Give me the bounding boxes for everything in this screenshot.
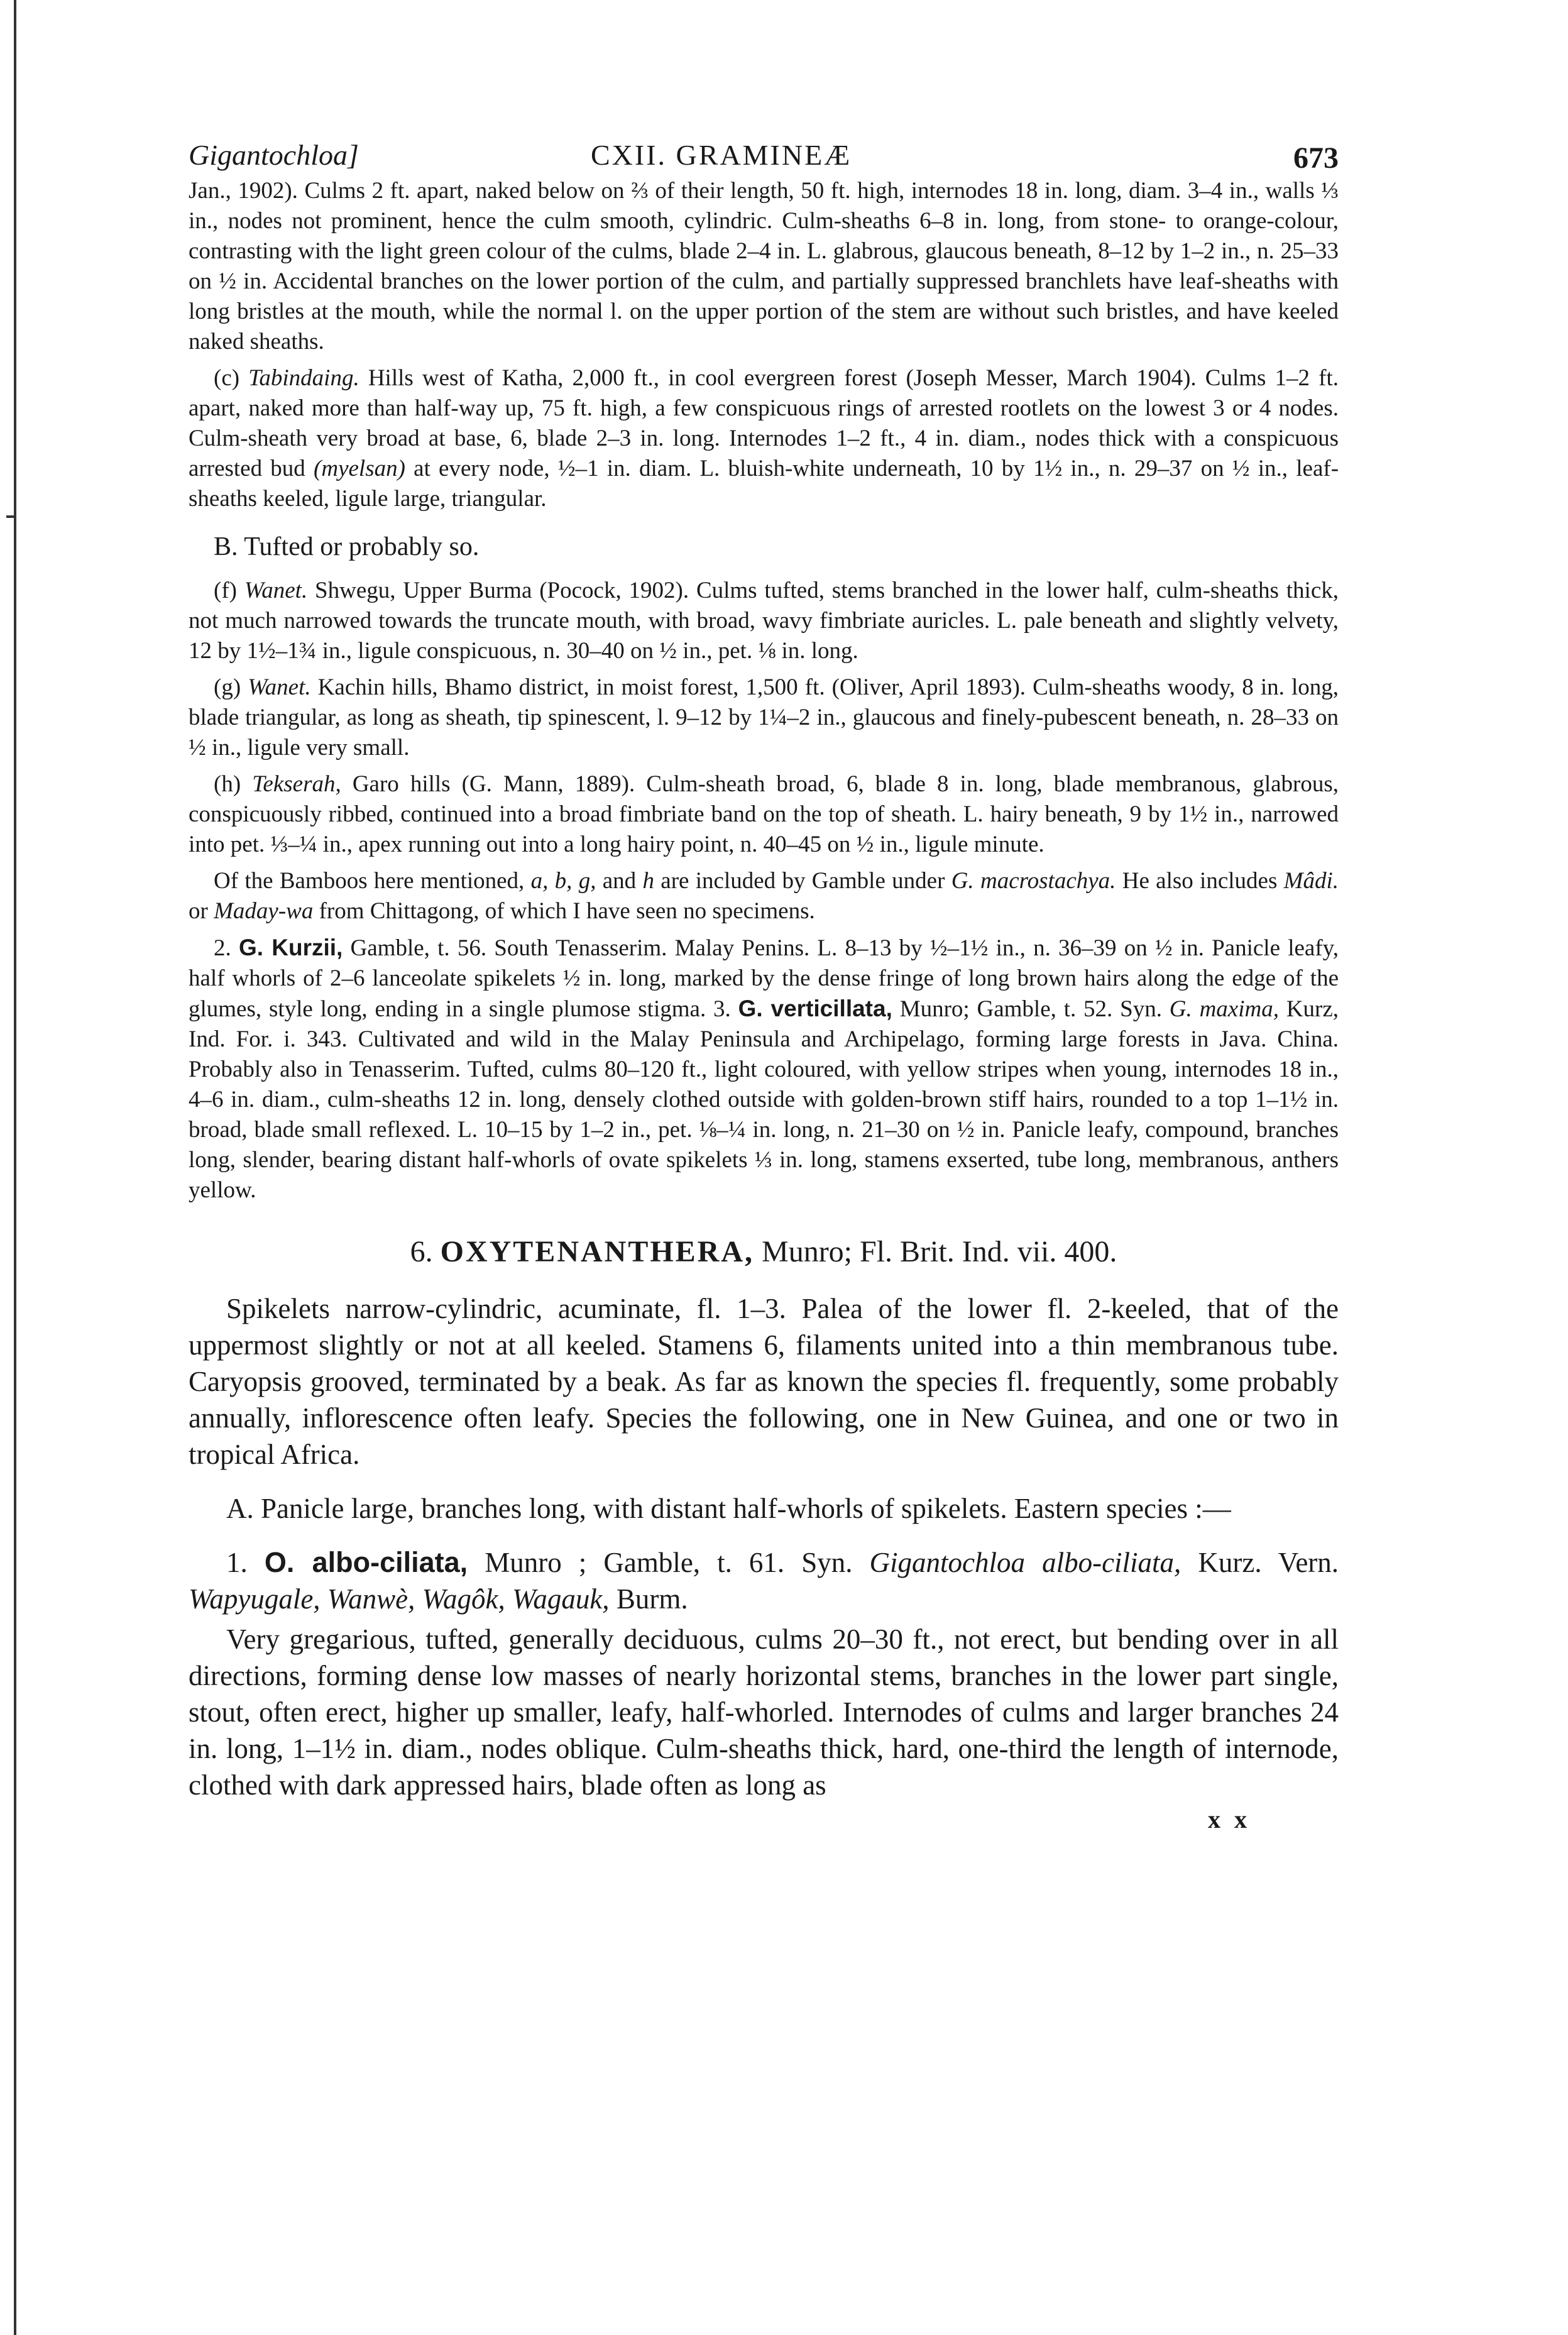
entry-vernacular: Tabindaing.: [248, 365, 359, 391]
genus-number: 6.: [410, 1235, 433, 1268]
page-body: [189, 126, 1339, 1834]
species-number: 1.: [226, 1547, 248, 1578]
note-text: are included by Gamble under: [661, 868, 945, 894]
genus-name: OXYTENANTHERA,: [440, 1235, 755, 1268]
section-b-heading: B. Tufted or probably so.: [214, 532, 480, 561]
genus-heading: [189, 1234, 1339, 1269]
entry-term: (myelsan): [314, 456, 405, 481]
genus-citation: Munro; Fl. Brit. Ind. vii. 400.: [762, 1235, 1117, 1268]
species-1-heading: [189, 1544, 1339, 1617]
species-kurzii: [189, 933, 1339, 1206]
entry-vernacular: Wanet.: [248, 674, 311, 700]
note-vernacular: Maday-wa: [214, 898, 314, 924]
entry-f: [189, 576, 1339, 666]
species-text: Gamble, t. 56. South Tenasserim. Malay Penins. L. 8–13 by ½–1½ in., n. 36–39 on ½ in. Panicle leafy, half whorls of 2–6 lanceolate spikelets ½ in. long, marked by the dense fringe of long brown hairs along the edge of the glumes, style long, ending in a single plumose stigma.: [189, 935, 1339, 1022]
key-a: A. Panicle large, branches long, with distant half-whorls of spikelets. Eastern species :—: [226, 1493, 1231, 1524]
entry-vernacular: Wanet.: [244, 578, 308, 603]
entry-c: [189, 363, 1339, 514]
species-text: Munro; Gamble, t. 52. Syn.: [899, 996, 1162, 1022]
paragraph-continuation: Jan., 1902). Culms 2 ft. apart, naked below on ⅔ of their length, 50 ft. high, internodes 18 in. long, diam. 3–4 in., walls ⅓ in., nodes not prominent, hence the culm smooth, cylindric. Culm-sheaths 6–8 in. long, from stone- to orange-colour, contrasting with the light green colour of the culms, blade 2–4 in. L. glabrous, glaucous beneath, 8–12 by 1–2 in., n. 25–33 on ½ in. Accidental branches on the lower portion of the culm, and partially suppressed branchlets have leaf-sheaths with long bristles at the mouth, while the normal l. on the upper portion of the stem are without such bristles, and have keeled naked sheaths.: [189, 178, 1339, 354]
running-head-family: CXII. GRAMINEÆ: [591, 139, 852, 171]
species-synonym: G. maxima,: [1169, 996, 1279, 1022]
bamboos-note: [189, 866, 1339, 926]
note-text: and: [602, 868, 637, 894]
species-vernacular: Wapyugale, Wanwè, Wagôk, Wagauk,: [189, 1583, 610, 1615]
entry-text: Garo hills (G. Mann, 1889). Culm-sheath broad, 6, blade 8 in. long, blade membranous, glabrous, conspicuously ribbed, continued into a broad fimbriate band on the top of sheath. L. hairy beneath, 9 by 1½ in., narrowed into pet. ⅓–¼ in., apex running out into a long hairy point, n. 40–45 on ½ in., ligule minute.: [189, 771, 1339, 857]
species-synonym: Gigantochloa albo-ciliata,: [869, 1547, 1181, 1578]
note-species: G. macrostachya.: [951, 868, 1116, 894]
entry-text: at every node, ½–1 in. diam. L. bluish-white underneath, 10 by 1½ in., n. 29–37 on ½ in., leaf-sheaths keeled, ligule large, triangular.: [189, 456, 1339, 512]
entry-vernacular: Tekserah,: [252, 771, 341, 797]
entry-label: (h): [214, 771, 241, 797]
running-head-genus: Gigantochloa]: [189, 139, 359, 171]
note-text: from Chittagong, of which I have seen no specimens.: [319, 898, 815, 924]
species-name: O. albo-ciliata,: [264, 1546, 468, 1578]
gigantochloa-notes: [189, 176, 1339, 1206]
left-margin-rule: [14, 0, 16, 2335]
species-text: Burm.: [616, 1583, 688, 1615]
species-number: 3.: [713, 996, 731, 1022]
species-name: G. verticillata,: [738, 996, 892, 1021]
entry-h: [189, 769, 1339, 860]
species-1-description: Very gregarious, tufted, generally deciduous, culms 20–30 ft., not erect, but bending over in all directions, forming dense low masses of nearly horizontal stems, branches in the lower part single, stout, often erect, higher up smaller, leafy, half-whorled. Internodes of culms and larger branches 24 in. long, 1–1½ in. diam., nodes oblique. Culm-sheaths thick, hard, one-third the length of internode, clothed with dark appressed hairs, blade often as long as: [189, 1624, 1339, 1801]
note-text: Of the Bamboos here mentioned,: [214, 868, 525, 894]
note-text: or: [189, 898, 208, 924]
page-number: 673: [1293, 141, 1339, 175]
running-head: [189, 126, 1339, 176]
note-letters: a, b, g,: [530, 868, 596, 894]
note-letters: h: [642, 868, 654, 894]
species-text: Kurz. Vern.: [1198, 1547, 1339, 1578]
species-text: Munro ; Gamble, t. 61. Syn.: [485, 1547, 853, 1578]
note-text: He also includes: [1122, 868, 1278, 894]
species-number: 2.: [214, 935, 231, 961]
entry-label: (f): [214, 578, 237, 603]
entry-text: Kachin hills, Bhamo district, in moist forest, 1,500 ft. (Oliver, April 1893). Culm-sheaths woody, 8 in. long, blade triangular, as long as sheath, tip spinescent, l. 9–12 by 1¼–2 in., glaucous and finely-pubescent beneath, n. 28–33 on ½ in., ligule very small.: [189, 674, 1339, 761]
note-vernacular: Mâdi.: [1283, 868, 1339, 894]
signature-mark: x x: [1208, 1805, 1251, 1833]
species-text: Kurz, Ind. For. i. 343. Cultivated and wild in the Malay Peninsula and Archipelago, forming large forests in Java. China. Probably also in Tenasserim. Tufted, culms 80–120 ft., light coloured, with yellow stripes when young, internodes 18 in., 4–6 in. diam., culm-sheaths 12 in. long, densely clothed outside with golden-brown stiff hairs, rounded to a top 1–1½ in. broad, blade small reflexed. L. 10–15 by 1–2 in., pet. ⅛–¼ in. long, n. 21–30 on ½ in. Panicle leafy, compound, branches long, slender, bearing distant half-whorls of ovate spikelets ⅓ in. long, stamens exserted, tube long, membranous, anthers yellow.: [189, 996, 1339, 1203]
margin-tick-mark: [6, 515, 14, 518]
genus-description: Spikelets narrow-cylindric, acuminate, fl. 1–3. Palea of the lower fl. 2-keeled, that of the uppermost slightly or not at all keeled. Stamens 6, filaments united into a thin membranous tube. Caryopsis grooved, terminated by a beak. As far as known the species fl. frequently, some probably annually, inflorescence often leafy. Species the following, one in New Guinea, and one or two in tropical Africa.: [189, 1293, 1339, 1470]
entry-label: (c): [214, 365, 240, 391]
entry-text: Hills west of Katha, 2,000 ft., in cool evergreen forest (Joseph Messer, March 1904). Culms 1–2 ft. apart, naked more than half-way up, 75 ft. high, a few conspicuous rings of arrested rootlets on the lowest 3 or 4 nodes. Culm-sheath very broad at base, 6, blade 2–3 in. long. Internodes 1–2 ft., 4 in. diam., nodes thick with a conspicuous arrested bud: [189, 365, 1339, 481]
entry-g: [189, 673, 1339, 763]
oxytenanthera-section: [189, 1290, 1339, 1834]
species-name: G. Kurzii,: [238, 935, 343, 960]
entry-text: Shwegu, Upper Burma (Pocock, 1902). Culms tufted, stems branched in the lower half, culm-sheaths thick, not much narrowed towards the truncate mouth, with broad, wavy fimbriate auricles. L. pale beneath and slightly velvety, 12 by 1½–1¾ in., ligule conspicuous, n. 30–40 on ½ in., pet. ⅛ in. long.: [189, 578, 1339, 664]
entry-label: (g): [214, 674, 241, 700]
